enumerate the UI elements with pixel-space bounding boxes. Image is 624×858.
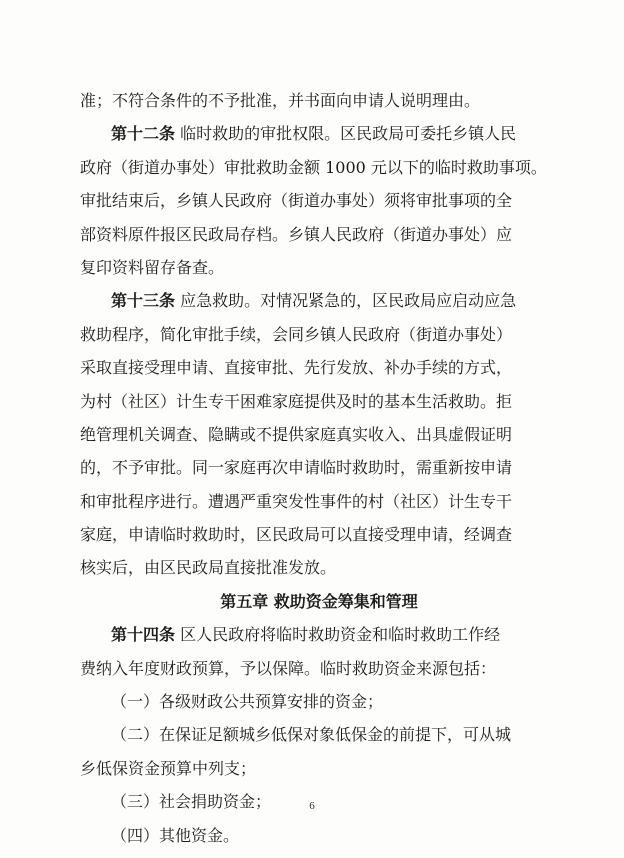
text-line: 准；不符合条件的不予批准，并书面向申请人说明理由。 [80, 91, 481, 110]
article-13-heading-line [80, 284, 558, 317]
page-number: 6 [309, 800, 315, 812]
text-line: 绝管理机关调查、隐瞒或不提供家庭真实收入、出具虚假证明 [80, 424, 513, 444]
article-12-heading-line [80, 117, 558, 150]
text-line: 核实后，由区民政局直接批准发放。 [80, 558, 337, 578]
article-text: 临时救助的审批权限。区民政局可委托乡镇人民 [175, 124, 517, 144]
article-number: 第十二条 [111, 124, 176, 144]
list-item: （二）在保证足额城乡低保对象低保金的前提下，可从城 [111, 725, 512, 745]
document-body [80, 84, 558, 852]
chapter-heading: 第五章 救助资金筹集和管理 [220, 591, 418, 611]
list-item: （四）其他资金。 [111, 825, 240, 845]
text-line: 救助程序，简化审批手续，会同乡镇人民政府（街道办事处） [80, 324, 513, 344]
article-number: 第十四条 [111, 625, 176, 645]
text-line: 采取直接受理申请、直接审批、先行发放、补办手续的方式， [80, 358, 513, 378]
article-number: 第十三条 [111, 291, 176, 311]
text-line: 为村（社区）计生专干困难家庭提供及时的基本生活救助。拒 [80, 391, 513, 411]
list-item: （一）各级财政公共预算安排的资金； [111, 692, 384, 712]
text-line: 审批结束后，乡镇人民政府（街道办事处）须将审批事项的全 [80, 191, 513, 211]
text-line: 部资料原件报区民政局存档。乡镇人民政府（街道办事处）应 [80, 224, 513, 244]
text-line: 家庭，申请临时救助时，区民政局可以直接受理申请，经调查 [80, 525, 513, 545]
text-line: 和审批程序进行。遭遇严重突发性事件的村（社区）计生专干 [80, 491, 513, 511]
article-text: 应急救助。对情况紧急的，区民政局应启动应急 [175, 291, 517, 311]
article-text: 区人民政府将临时救助资金和临时救助工作经 [175, 625, 501, 645]
text-line: 复印资料留存备查。 [80, 257, 225, 277]
text-line: 乡低保资金预算中列支； [80, 758, 257, 778]
list-item: （三）社会捐助资金； [111, 792, 272, 812]
text-line: 费纳入年度财政预算，予以保障。临时救助资金来源包括： [80, 658, 497, 678]
text-line: 政府（街道办事处）审批救助金额 1000 元以下的临时救助事项。 [80, 157, 547, 177]
article-14-heading-line [80, 618, 558, 651]
text-line: 的，不予审批。同一家庭再次申请临时救助时，需重新按申请 [80, 458, 513, 478]
